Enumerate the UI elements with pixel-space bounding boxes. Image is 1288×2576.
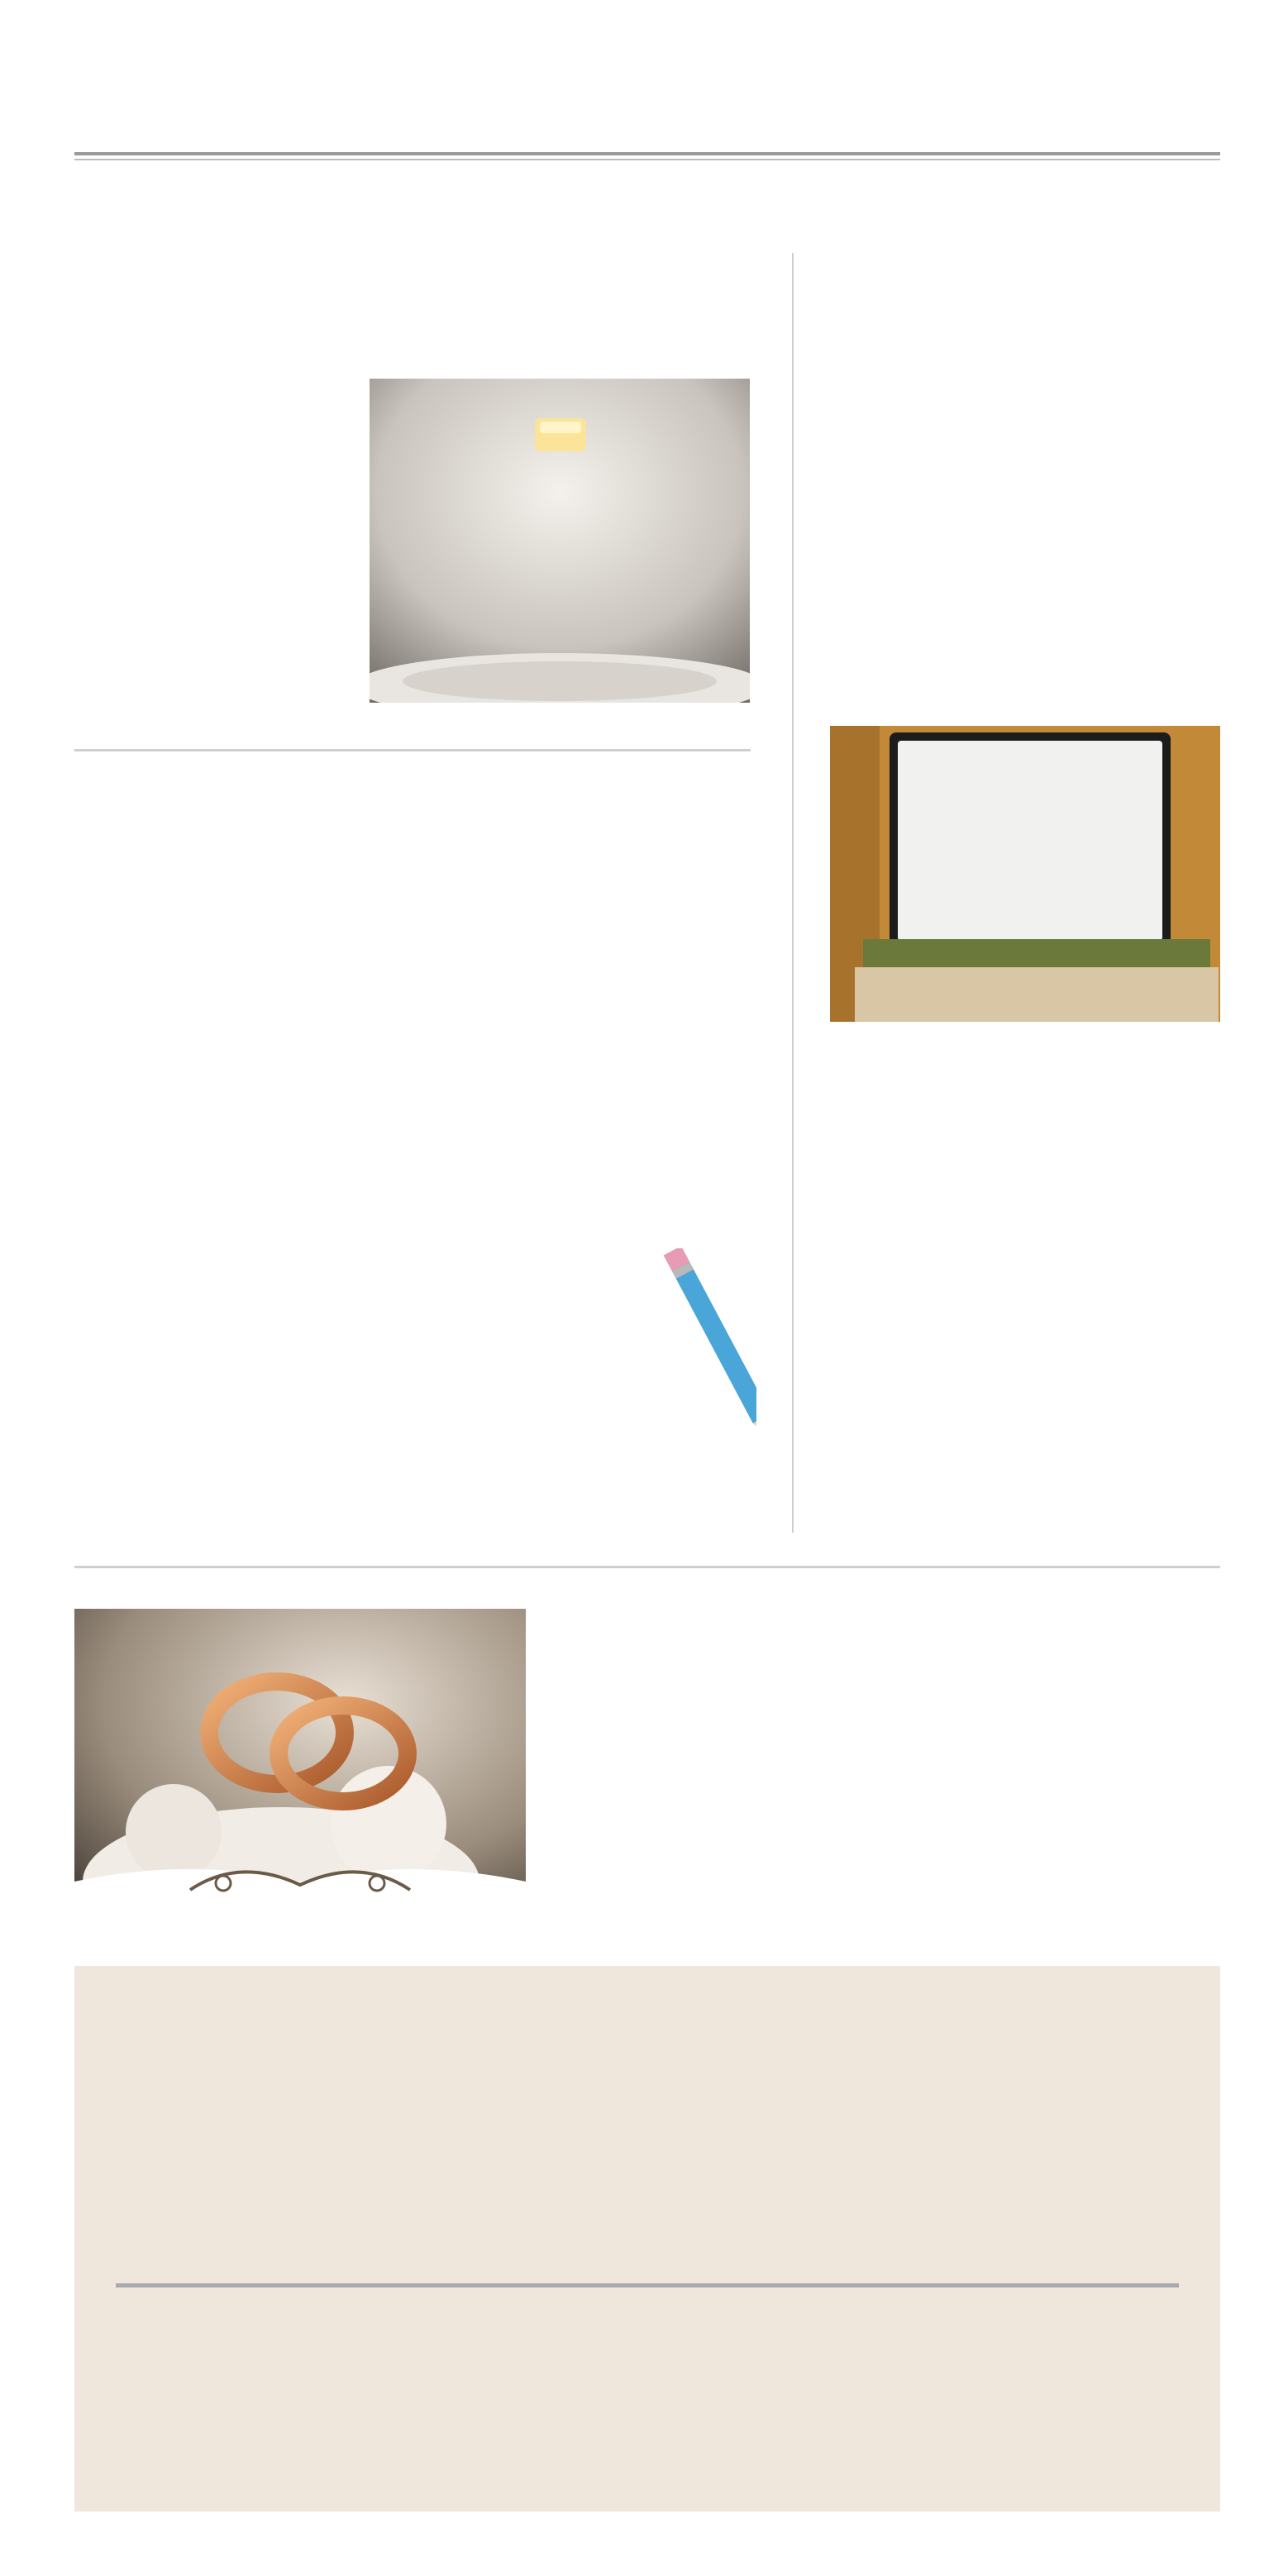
senior-menu-days: [74, 2100, 1220, 2265]
masthead-separator: [74, 126, 94, 146]
wedding-photo: [74, 1609, 526, 1921]
menu-divider: [116, 2283, 1179, 2287]
column-rule: [792, 253, 794, 1533]
masthead-rule: [74, 152, 1220, 155]
back-to-school-art: [335, 1248, 756, 1447]
daily-bread-days: [74, 2409, 1220, 2500]
section-divider: [74, 1566, 1220, 1568]
masthead-issue: [74, 126, 94, 147]
article-divider: [74, 749, 751, 751]
masthead-rule-thin: [74, 159, 1220, 160]
pancake-photo: [370, 379, 750, 703]
read-more-books-photo: [830, 726, 1220, 1022]
